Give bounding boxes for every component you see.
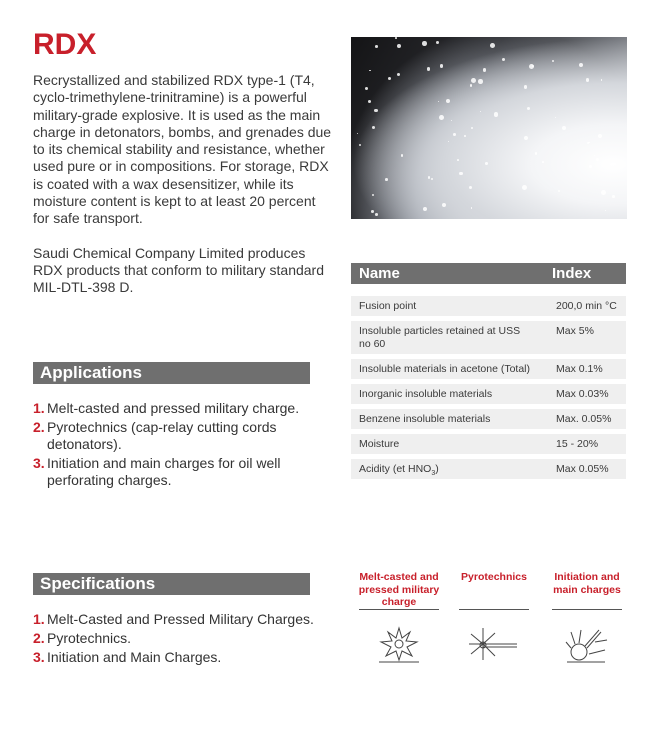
crystal-speck (483, 68, 486, 71)
crystal-speck (372, 194, 374, 196)
table-row (351, 384, 626, 404)
crystal-speck (374, 109, 377, 112)
crystal-speck (422, 41, 427, 46)
intro-text (33, 72, 333, 314)
row-index: Max 0.03% (556, 388, 609, 400)
crystal-speck (365, 87, 368, 90)
crystal-speck (371, 210, 374, 213)
table-row (351, 321, 626, 354)
crystal-speck (388, 77, 392, 81)
crystal-speck (542, 161, 544, 163)
crystal-speck (527, 107, 530, 110)
spark-icon (469, 624, 519, 664)
crystal-speck (385, 178, 388, 181)
crystal-speck (558, 190, 560, 192)
icon-label: Initiation and main charges (553, 571, 621, 596)
crystal-speck (446, 99, 450, 103)
crystal-speck (395, 37, 397, 39)
crystal-speck (529, 64, 534, 69)
list-item: 3. Initiation and Main Charges. (33, 649, 222, 665)
crystal-speck (522, 185, 527, 190)
crystal-speck (601, 79, 602, 80)
crystal-speck (605, 210, 606, 211)
crystal-speck (457, 159, 459, 161)
crystal-speck (589, 165, 592, 168)
table-row (351, 459, 626, 479)
list-item: 2. Pyrotechnics (cap-relay cutting cords detonators). (33, 419, 277, 452)
crystal-speck (469, 186, 472, 189)
application-icons (351, 571, 631, 681)
table-row (351, 434, 626, 454)
crystal-speck (464, 135, 466, 137)
table-row (351, 359, 626, 379)
crystal-speck (451, 120, 452, 121)
explosion-icon (377, 624, 421, 664)
crystal-speck (439, 115, 444, 120)
list-item: 1. Melt-casted and pressed military charge. (33, 400, 300, 416)
crystal-speck (471, 78, 476, 83)
table-row (351, 409, 626, 429)
crystal-speck (440, 64, 443, 67)
crystal-speck (359, 144, 361, 146)
crystal-speck (598, 134, 602, 138)
crystal-speck (438, 101, 439, 102)
crystal-speck (436, 41, 439, 44)
crystal-speck (552, 60, 554, 62)
table-row (351, 296, 626, 316)
row-name: Acidity (et $HNO_3$) (359, 463, 439, 478)
icon-label: Pyrotechnics (461, 571, 527, 583)
crystal-speck (397, 73, 401, 77)
table-header (351, 263, 626, 284)
crystal-speck (471, 127, 473, 129)
crystal-speck (375, 45, 378, 48)
crystal-speck (369, 70, 370, 71)
row-index: Max. 0.05% (556, 413, 612, 425)
list-item: 1. Melt-Casted and Pressed Military Charges. (33, 611, 314, 627)
row-name: Insoluble materials in acetone (Total) (359, 363, 531, 375)
crystal-speck (470, 84, 473, 87)
crystal-speck (524, 85, 528, 89)
list-item: 3. Initiation and main charges for oil well perforating charges. (33, 455, 281, 488)
table-header-name: Name (359, 265, 400, 282)
row-index: Max 5% (556, 325, 594, 337)
crystal-speck (587, 142, 590, 145)
crystal-speck (401, 154, 404, 157)
row-index: Max 0.05% (556, 463, 609, 475)
crystal-speck (485, 162, 488, 165)
crystal-speck (579, 63, 583, 67)
rdx-crystals-photo (351, 37, 627, 219)
crystal-speck (524, 136, 528, 140)
crystal-speck (448, 141, 449, 142)
specifications-heading: Specifications (33, 573, 310, 595)
row-name: Inorganic insoluble materials (359, 388, 493, 400)
crystal-speck (562, 126, 566, 130)
crystal-speck (431, 178, 433, 180)
crystal-speck (494, 112, 499, 117)
crystal-speck (453, 133, 456, 136)
crystal-speck (397, 44, 401, 48)
crystal-speck (459, 172, 462, 175)
icon-column-melt-casted (351, 571, 447, 664)
table-header-index: Index (552, 265, 592, 282)
row-name: Fusion point (359, 300, 417, 312)
crystal-speck (427, 67, 431, 71)
intro-paragraph-1: Recrystallized and stabilized RDX type-1 (T4, cyclo-trimethylene-trinitramine) is a powerful military-grade explosive. It is used as the main charge in detonators, bombs, and grenades due to its chemical stability and resistance, whether used pure or in compositions. For storage, RDX is coated with a wax desensitizer, while its moisture content is kept to at least 20 percent for safe transport. (33, 72, 332, 227)
crystal-speck (535, 152, 538, 155)
detonation-icon (565, 624, 609, 664)
crystal-speck (423, 207, 427, 211)
crystal-speck (490, 43, 495, 48)
crystal-speck (471, 207, 472, 208)
row-name: Benzene insoluble materials (359, 413, 491, 425)
crystal-speck (480, 111, 481, 112)
divider (359, 609, 439, 610)
spec-table (351, 296, 626, 484)
crystal-speck (601, 190, 606, 195)
crystal-speck (372, 126, 376, 130)
icon-column-pyrotechnics (457, 571, 531, 664)
crystal-speck (594, 155, 595, 156)
crystal-speck (596, 158, 599, 161)
row-index: 200,0 min °C (556, 300, 617, 312)
row-name: Moisture (359, 438, 400, 450)
divider (459, 609, 529, 610)
crystal-speck (368, 100, 371, 103)
row-index: Max 0.1% (556, 363, 603, 375)
crystal-speck (502, 58, 505, 61)
icon-column-initiation (543, 571, 631, 664)
icon-label: Melt-casted and pressed military charge (358, 571, 440, 608)
applications-list (33, 400, 323, 491)
row-name: Insoluble particles retained at USS no 60 (359, 325, 521, 350)
applications-heading: Applications (33, 362, 310, 384)
crystal-speck (478, 79, 483, 84)
intro-paragraph-2: Saudi Chemical Company Limited produces RDX products that conform to military standard MIL-DTL-398 D. (33, 244, 325, 296)
crystal-speck (375, 213, 378, 216)
divider (552, 609, 622, 610)
crystal-speck (555, 117, 556, 118)
crystal-speck (442, 203, 446, 207)
crystal-speck (586, 78, 590, 82)
specifications-list (33, 611, 333, 668)
crystal-speck (612, 195, 615, 198)
page-title: RDX (33, 28, 97, 61)
list-item: 2. Pyrotechnics. (33, 630, 132, 646)
row-index: 15 - 20% (556, 438, 599, 450)
crystal-speck (357, 133, 358, 134)
